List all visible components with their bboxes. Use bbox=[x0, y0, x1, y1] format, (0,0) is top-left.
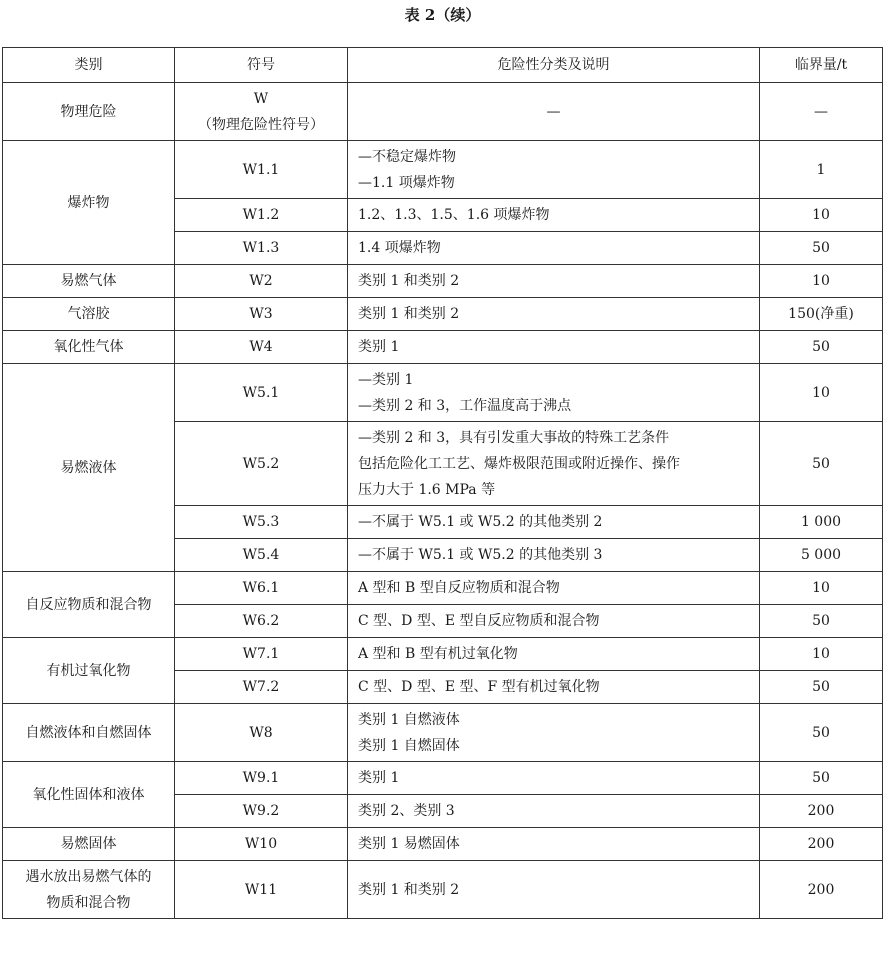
table-row bbox=[3, 141, 883, 199]
category-cell: 自燃液体和自燃固体 bbox=[3, 704, 175, 762]
threshold-cell: 200 bbox=[760, 795, 883, 828]
threshold-cell: 10 bbox=[760, 638, 883, 671]
table-row bbox=[3, 298, 883, 331]
category-line: 物质和混合物 bbox=[46, 894, 131, 911]
table-header-row bbox=[3, 48, 883, 83]
symbol-cell: W1.1 bbox=[175, 141, 348, 199]
category-cell bbox=[3, 861, 175, 919]
threshold-cell: 10 bbox=[760, 572, 883, 605]
description-cell: C 型、D 型、E 型自反应物质和混合物 bbox=[348, 605, 760, 638]
threshold-cell: 50 bbox=[760, 671, 883, 704]
description-cell: 1.2、1.3、1.5、1.6 项爆炸物 bbox=[348, 199, 760, 232]
symbol-line: （物理危险性符号） bbox=[198, 116, 324, 133]
category-cell: 爆炸物 bbox=[3, 141, 175, 265]
threshold-cell: 50 bbox=[760, 605, 883, 638]
description-line: 压力大于 1.6 MPa 等 bbox=[358, 481, 496, 498]
threshold-cell: 50 bbox=[760, 762, 883, 795]
threshold-cell: 10 bbox=[760, 199, 883, 232]
symbol-cell: W5.1 bbox=[175, 364, 348, 422]
threshold-cell: 10 bbox=[760, 265, 883, 298]
symbol-cell bbox=[175, 83, 348, 141]
description-cell bbox=[348, 704, 760, 762]
threshold-cell: 10 bbox=[760, 364, 883, 422]
category-cell: 易燃固体 bbox=[3, 828, 175, 861]
threshold-cell: 150(净重) bbox=[760, 298, 883, 331]
description-cell: 类别 1 易燃固体 bbox=[348, 828, 760, 861]
table-row bbox=[3, 762, 883, 795]
threshold-cell: 50 bbox=[760, 331, 883, 364]
description-cell: 类别 1 和类别 2 bbox=[348, 298, 760, 331]
table-row bbox=[3, 265, 883, 298]
header-description: 危险性分类及说明 bbox=[348, 48, 760, 83]
threshold-cell: 50 bbox=[760, 704, 883, 762]
symbol-cell: W5.2 bbox=[175, 422, 348, 506]
table-title: 表 2（续） bbox=[404, 6, 481, 24]
category-cell: 物理危险 bbox=[3, 83, 175, 141]
symbol-line: W bbox=[253, 90, 269, 107]
symbol-cell: W11 bbox=[175, 861, 348, 919]
symbol-cell: W3 bbox=[175, 298, 348, 331]
symbol-cell: W7.2 bbox=[175, 671, 348, 704]
symbol-cell: W1.3 bbox=[175, 232, 348, 265]
threshold-cell: 50 bbox=[760, 422, 883, 506]
description-cell: 类别 1 和类别 2 bbox=[348, 861, 760, 919]
symbol-cell: W4 bbox=[175, 331, 348, 364]
table-row bbox=[3, 331, 883, 364]
symbol-cell: W5.4 bbox=[175, 539, 348, 572]
symbol-cell: W1.2 bbox=[175, 199, 348, 232]
description-line: —类别 1 bbox=[358, 371, 414, 388]
table-row bbox=[3, 638, 883, 671]
description-line: —类别 2 和 3，具有引发重大事故的特殊工艺条件 bbox=[358, 429, 670, 446]
description-line: —类别 2 和 3，工作温度高于沸点 bbox=[358, 397, 572, 414]
table-row bbox=[3, 861, 883, 919]
description-cell: 类别 2、类别 3 bbox=[348, 795, 760, 828]
category-cell: 易燃液体 bbox=[3, 364, 175, 572]
description-cell bbox=[348, 364, 760, 422]
symbol-cell: W6.2 bbox=[175, 605, 348, 638]
description-cell: —不属于 W5.1 或 W5.2 的其他类别 2 bbox=[348, 506, 760, 539]
threshold-cell: 1 bbox=[760, 141, 883, 199]
threshold-cell: 50 bbox=[760, 232, 883, 265]
category-cell: 有机过氧化物 bbox=[3, 638, 175, 704]
category-line: 遇水放出易燃气体的 bbox=[25, 868, 152, 885]
symbol-cell: W2 bbox=[175, 265, 348, 298]
threshold-cell: 200 bbox=[760, 861, 883, 919]
table-row bbox=[3, 572, 883, 605]
header-symbol: 符号 bbox=[175, 48, 348, 83]
threshold-cell: 5 000 bbox=[760, 539, 883, 572]
symbol-cell: W9.2 bbox=[175, 795, 348, 828]
category-cell: 易燃气体 bbox=[3, 265, 175, 298]
header-threshold: 临界量/t bbox=[760, 48, 883, 83]
symbol-cell: W8 bbox=[175, 704, 348, 762]
description-cell: A 型和 B 型自反应物质和混合物 bbox=[348, 572, 760, 605]
description-cell bbox=[348, 141, 760, 199]
description-line: 类别 1 自燃液体 bbox=[358, 711, 460, 728]
description-line: 包括危险化工工艺、爆炸极限范围或附近操作、操作 bbox=[358, 455, 680, 472]
category-cell: 氧化性气体 bbox=[3, 331, 175, 364]
hazard-threshold-table bbox=[2, 47, 883, 919]
table-row bbox=[3, 828, 883, 861]
threshold-cell: — bbox=[760, 83, 883, 141]
description-cell: 类别 1 bbox=[348, 331, 760, 364]
symbol-cell: W7.1 bbox=[175, 638, 348, 671]
threshold-cell: 1 000 bbox=[760, 506, 883, 539]
table-row bbox=[3, 83, 883, 141]
category-cell: 氧化性固体和液体 bbox=[3, 762, 175, 828]
description-cell: 1.4 项爆炸物 bbox=[348, 232, 760, 265]
description-cell bbox=[348, 422, 760, 506]
description-cell: A 型和 B 型有机过氧化物 bbox=[348, 638, 760, 671]
symbol-cell: W10 bbox=[175, 828, 348, 861]
category-cell: 自反应物质和混合物 bbox=[3, 572, 175, 638]
symbol-cell: W6.1 bbox=[175, 572, 348, 605]
symbol-cell: W9.1 bbox=[175, 762, 348, 795]
description-line: 类别 1 自燃固体 bbox=[358, 737, 460, 754]
description-cell: C 型、D 型、E 型、F 型有机过氧化物 bbox=[348, 671, 760, 704]
description-line: —1.1 项爆炸物 bbox=[358, 174, 455, 191]
table-row bbox=[3, 704, 883, 762]
description-cell: 类别 1 bbox=[348, 762, 760, 795]
symbol-cell: W5.3 bbox=[175, 506, 348, 539]
description-cell: — bbox=[348, 83, 760, 141]
description-cell: —不属于 W5.1 或 W5.2 的其他类别 3 bbox=[348, 539, 760, 572]
header-category: 类别 bbox=[3, 48, 175, 83]
description-cell: 类别 1 和类别 2 bbox=[348, 265, 760, 298]
threshold-cell: 200 bbox=[760, 828, 883, 861]
category-cell: 气溶胶 bbox=[3, 298, 175, 331]
table-row bbox=[3, 364, 883, 422]
description-line: —不稳定爆炸物 bbox=[358, 148, 456, 165]
